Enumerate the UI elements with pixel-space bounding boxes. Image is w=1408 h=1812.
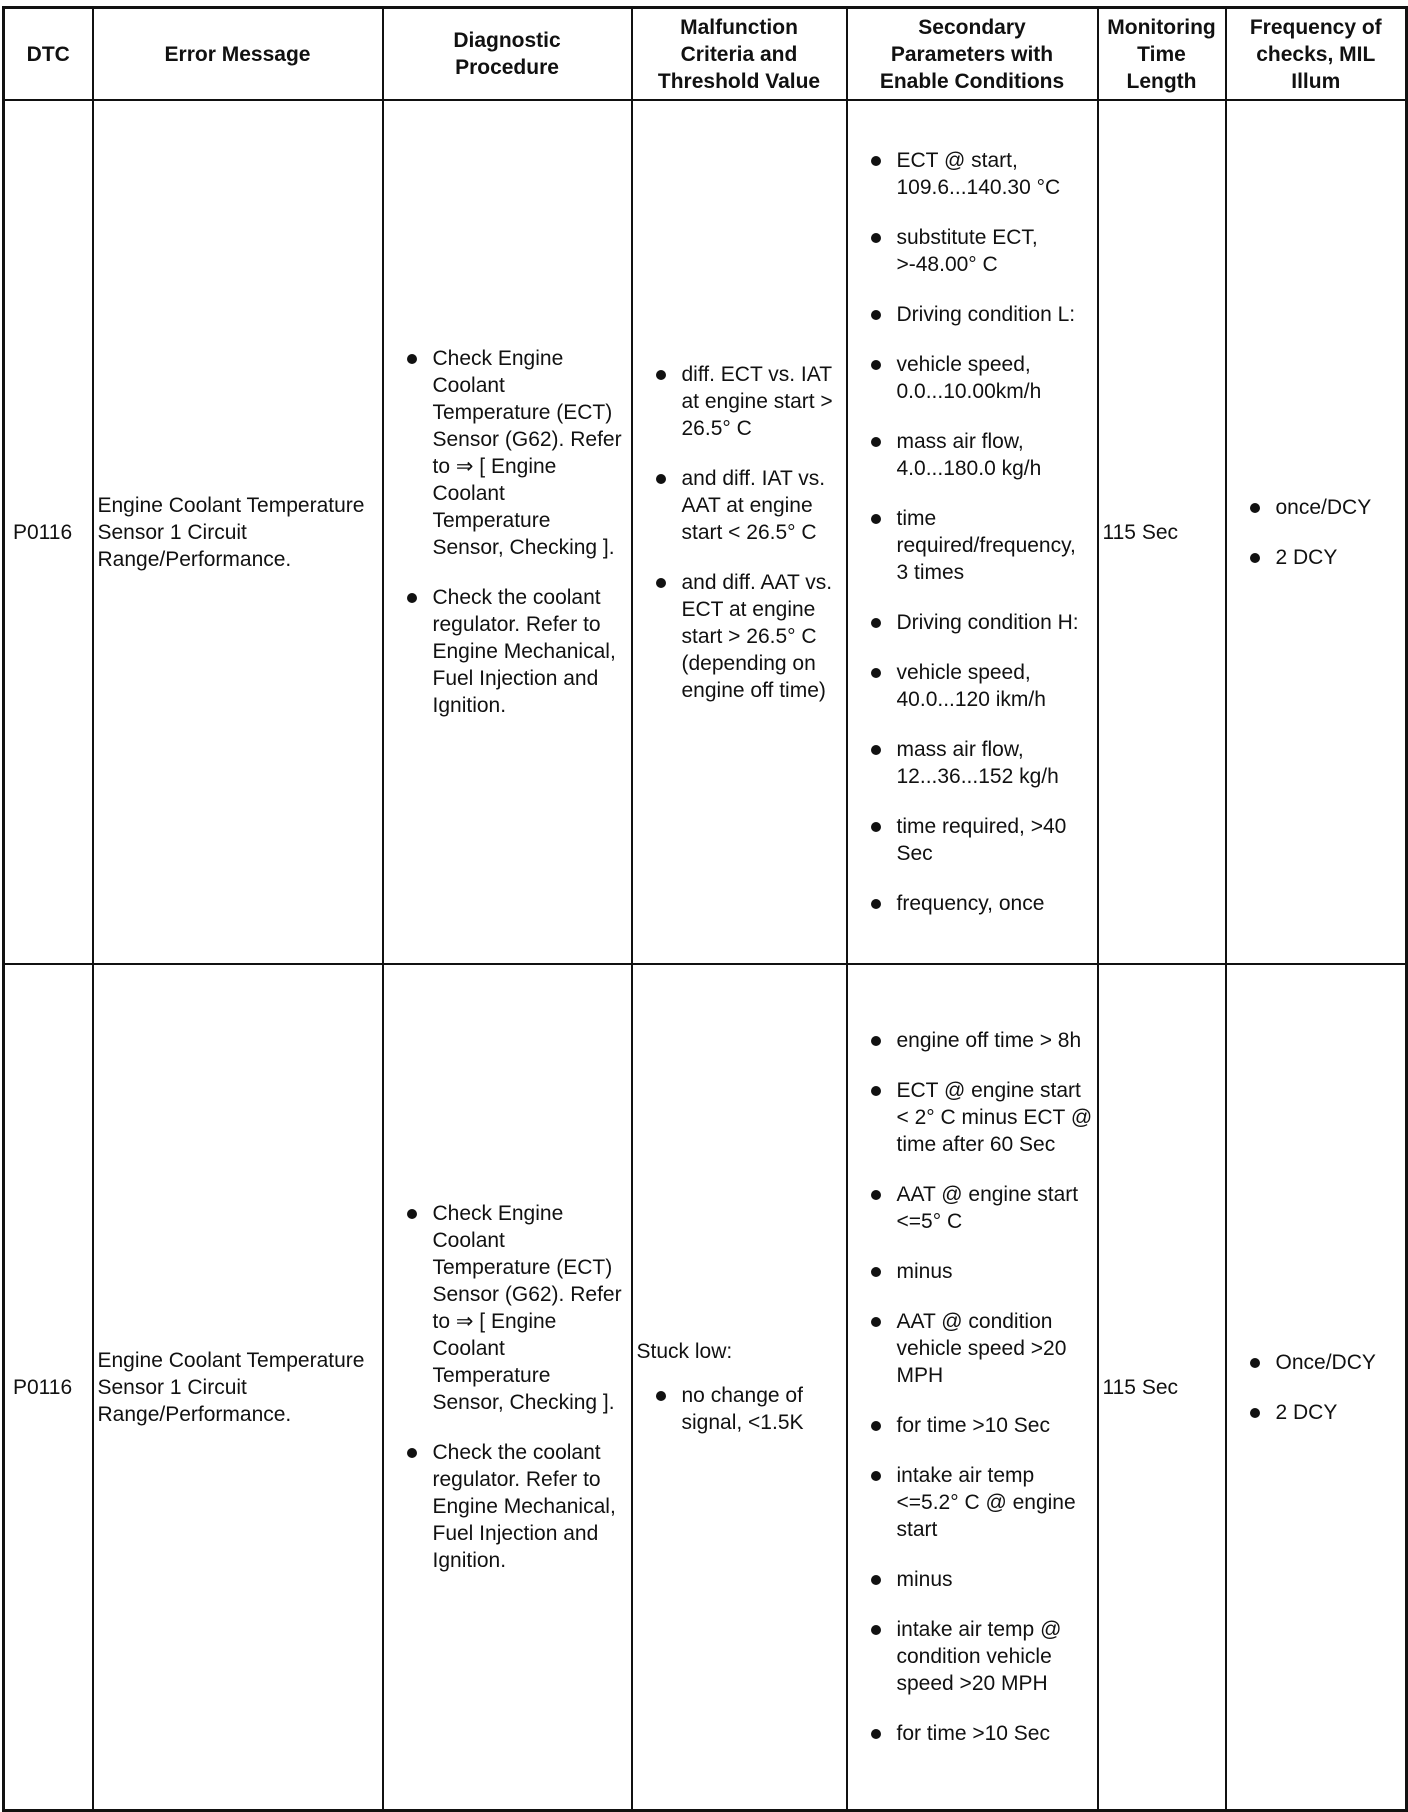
list-item: time required/frequency, 3 times bbox=[848, 505, 1097, 586]
list-item: substitute ECT, >-48.00° C bbox=[848, 224, 1097, 278]
malfunction-list bbox=[633, 1382, 846, 1436]
header-malfunction-criteria bbox=[632, 8, 847, 101]
frequency-cell bbox=[1226, 100, 1407, 964]
frequency-cell bbox=[1226, 964, 1407, 1811]
list-item: diff. ECT vs. IAT at engine start > 26.5° C bbox=[633, 361, 846, 442]
list-item: intake air temp @ condition vehicle speed >20 MPH bbox=[848, 1616, 1097, 1697]
header-row bbox=[4, 8, 1407, 101]
dtc-code: P0116 bbox=[13, 1375, 73, 1399]
error-message-cell bbox=[93, 964, 383, 1811]
diagnostic-procedure-cell bbox=[383, 964, 632, 1811]
dtc-code: P0116 bbox=[13, 520, 73, 544]
monitoring-time-cell bbox=[1098, 100, 1226, 964]
table-row bbox=[4, 100, 1407, 964]
header-mon-line: Time bbox=[1137, 42, 1186, 66]
diagnostic-procedure-list bbox=[384, 1200, 631, 1574]
header-diagnostic-procedure bbox=[383, 8, 632, 101]
list-item: for time >10 Sec bbox=[848, 1720, 1097, 1747]
dtc-cell bbox=[4, 100, 93, 964]
list-item: Check the coolant regulator. Refer to Engine Mechanical, Fuel Injection and Ignition. bbox=[384, 1439, 631, 1574]
header-secondary-parameters bbox=[847, 8, 1098, 101]
list-item: time required, >40 Sec bbox=[848, 813, 1097, 867]
list-item: no change of signal, <1.5K bbox=[633, 1382, 846, 1436]
list-item: Once/DCY bbox=[1227, 1349, 1406, 1376]
list-item: Check Engine Coolant Temperature (ECT) Sensor (G62). Refer to ⇒ [ Engine Coolant Temperature Sensor, Checking ]. bbox=[384, 345, 631, 561]
header-mon-line: Monitoring bbox=[1107, 15, 1216, 39]
monitoring-time-cell bbox=[1098, 964, 1226, 1811]
frequency-list bbox=[1227, 494, 1406, 571]
secondary-parameters-list bbox=[848, 1017, 1097, 1757]
list-item: and diff. IAT vs. AAT at engine start < 26.5° C bbox=[633, 465, 846, 546]
error-message-text: Engine Coolant Temperature Sensor 1 Circuit Range/Performance. bbox=[97, 493, 365, 571]
header-dtc-text: DTC bbox=[26, 42, 70, 66]
monitoring-time-text: 115 Sec bbox=[1102, 1375, 1178, 1399]
header-freq-line: checks, MIL bbox=[1256, 42, 1376, 66]
header-mon-line: Length bbox=[1126, 69, 1197, 93]
list-item: for time >10 Sec bbox=[848, 1412, 1097, 1439]
frequency-list bbox=[1227, 1349, 1406, 1426]
list-item: vehicle speed, 40.0...120 ikm/h bbox=[848, 659, 1097, 713]
list-item: engine off time > 8h bbox=[848, 1027, 1097, 1054]
list-item: 2 DCY bbox=[1227, 544, 1406, 571]
list-item: AAT @ condition vehicle speed >20 MPH bbox=[848, 1308, 1097, 1389]
list-item: vehicle speed, 0.0...10.00km/h bbox=[848, 351, 1097, 405]
malfunction-cell bbox=[632, 964, 847, 1811]
diagnostic-procedure-cell bbox=[383, 100, 632, 964]
header-sec-line: Enable Conditions bbox=[879, 69, 1065, 93]
list-item: 2 DCY bbox=[1227, 1399, 1406, 1426]
secondary-parameters-cell bbox=[847, 964, 1098, 1811]
list-item: intake air temp <=5.2° C @ engine start bbox=[848, 1462, 1097, 1543]
header-sec-line: Parameters with bbox=[890, 42, 1054, 66]
header-sec-line: Secondary bbox=[918, 15, 1026, 39]
header-monitoring-time bbox=[1098, 8, 1226, 101]
list-item: Driving condition L: bbox=[848, 301, 1097, 328]
secondary-parameters-list bbox=[848, 137, 1097, 927]
header-freq-line: Frequency of bbox=[1249, 15, 1382, 39]
header-frequency bbox=[1226, 8, 1407, 101]
header-dtc bbox=[4, 8, 93, 101]
error-message-cell bbox=[93, 100, 383, 964]
list-item: Check Engine Coolant Temperature (ECT) Sensor (G62). Refer to ⇒ [ Engine Coolant Temperature Sensor, Checking ]. bbox=[384, 1200, 631, 1416]
list-item: Driving condition H: bbox=[848, 609, 1097, 636]
header-diag-line: Procedure bbox=[455, 56, 559, 79]
header-malf-line: Malfunction bbox=[680, 15, 798, 39]
header-malf-line: Criteria and bbox=[680, 42, 798, 66]
header-diag-line: Diagnostic bbox=[453, 29, 561, 52]
malfunction-cell bbox=[632, 100, 847, 964]
error-message-text: Engine Coolant Temperature Sensor 1 Circuit Range/Performance. bbox=[97, 1348, 365, 1426]
diagnostic-table bbox=[2, 6, 1408, 1812]
malfunction-label: Stuck low: bbox=[636, 1340, 733, 1363]
header-error-message bbox=[93, 8, 383, 101]
header-error-message-text: Error Message bbox=[164, 42, 311, 66]
list-item: AAT @ engine start <=5° C bbox=[848, 1181, 1097, 1235]
malfunction-list bbox=[633, 361, 846, 704]
list-item: once/DCY bbox=[1227, 494, 1406, 521]
list-item: and diff. AAT vs. ECT at engine start > 26.5° C (depending on engine off time) bbox=[633, 569, 846, 704]
table-header bbox=[4, 8, 1407, 101]
dtc-cell bbox=[4, 964, 93, 1811]
list-item: ECT @ start, 109.6...140.30 °C bbox=[848, 147, 1097, 201]
table-row bbox=[4, 964, 1407, 1811]
list-item: mass air flow, 4.0...180.0 kg/h bbox=[848, 428, 1097, 482]
list-item: Check the coolant regulator. Refer to Engine Mechanical, Fuel Injection and Ignition. bbox=[384, 584, 631, 719]
list-item: minus bbox=[848, 1566, 1097, 1593]
list-item: minus bbox=[848, 1258, 1097, 1285]
header-freq-line: Illum bbox=[1291, 69, 1341, 93]
list-item: mass air flow, 12...36...152 kg/h bbox=[848, 736, 1097, 790]
secondary-parameters-cell bbox=[847, 100, 1098, 964]
list-item: frequency, once bbox=[848, 890, 1097, 917]
monitoring-time-text: 115 Sec bbox=[1102, 520, 1178, 544]
diagnostic-procedure-list bbox=[384, 345, 631, 719]
header-malf-line: Threshold Value bbox=[657, 69, 821, 93]
list-item: ECT @ engine start < 2° C minus ECT @ time after 60 Sec bbox=[848, 1077, 1097, 1158]
